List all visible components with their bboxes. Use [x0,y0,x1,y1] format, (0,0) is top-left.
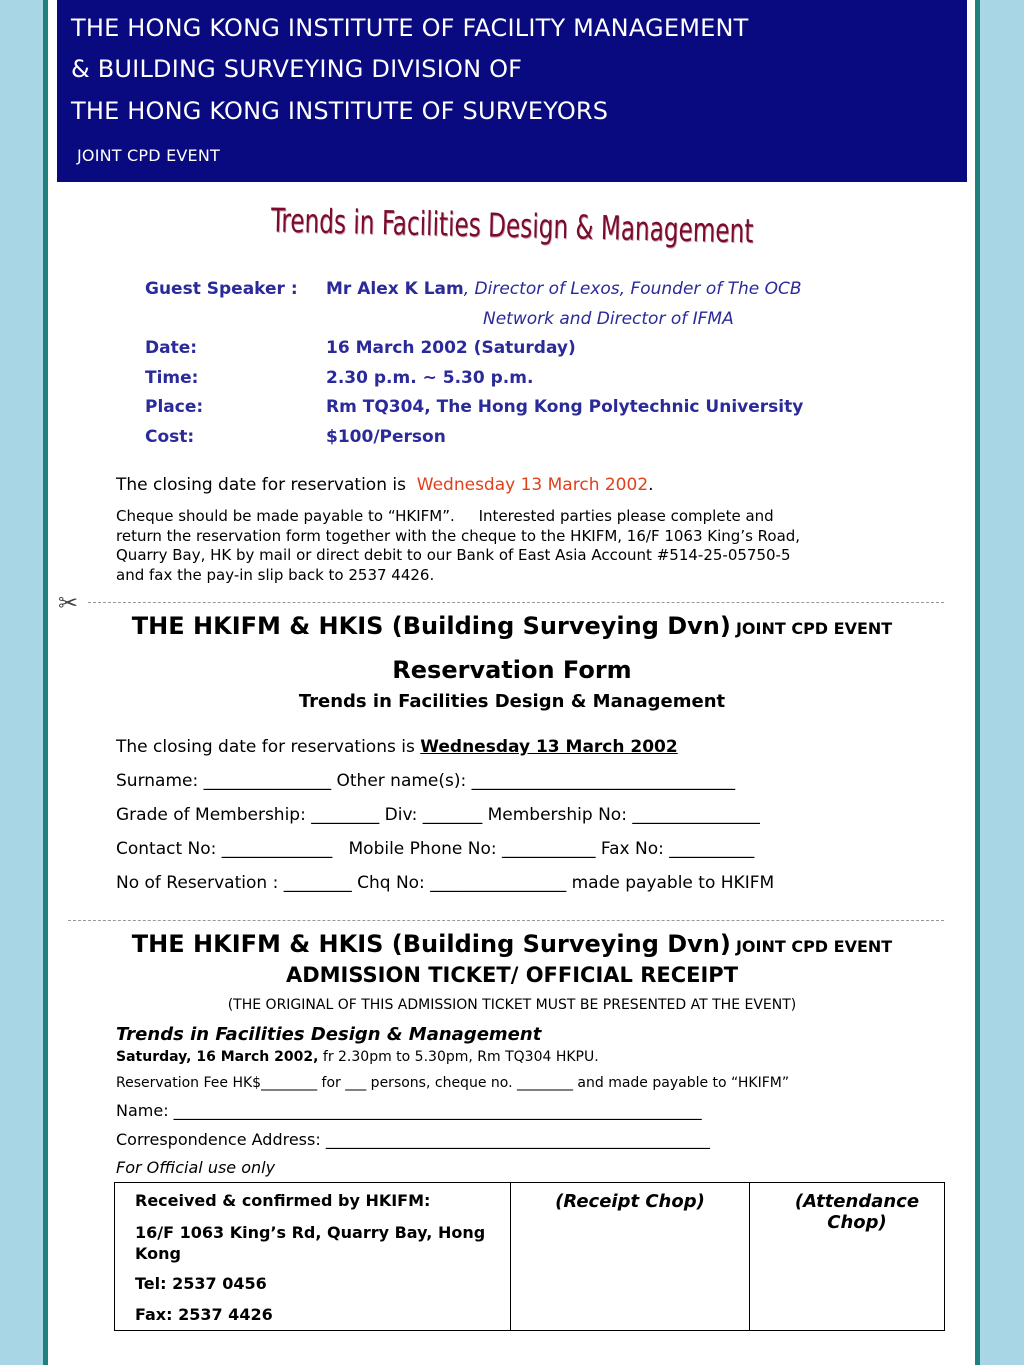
time-value: 2.30 p.m. ~ 5.30 p.m. [326,368,534,388]
receipt-chop-cell: (Receipt Chop) [511,1183,750,1331]
cheque-note: Cheque should be made payable to “HKIFM”. Interested parties please complete and return the reservation form together with the cheque to the HKIFM, 16/F 1063 King’s Road, Quarry Bay, HK by mail or direct debit to our Bank of East Asia Account #514-25-05750-5 and fax the pay-in slip back to 2537 4426. [116,507,801,584]
date-row [145,338,576,358]
attendance-chop-cell: (Attendance Chop) [750,1183,945,1331]
receipt-table [114,1182,945,1331]
speaker-row [145,279,802,299]
place-row [145,397,804,417]
contact-field[interactable]: Contact No: _____________ Mobile Phone No: ___________ Fax No: __________ [116,839,755,859]
time-label: Time: [145,368,199,388]
form-closing-line: The closing date for reservations is Wednesday 13 March 2002 [116,737,678,757]
header-line-1: THE HONG KONG INSTITUTE OF FACILITY MANAGEMENT [71,14,749,42]
speaker-role-line2: Network and Director of IFMA [483,309,734,329]
place-value: Rm TQ304, The Hong Kong Polytechnic University [326,397,804,417]
header-banner [57,0,967,182]
hkifm-fax: Fax: 2537 4426 [135,1305,273,1324]
speaker-role: , Director of Lexos, Founder of The OCB [463,279,802,299]
cut-line-2 [68,920,944,921]
form-org-title: THE HKIFM & HKIS (Building Surveying Dvn) JOINT CPD EVENT [131,612,893,640]
place-label: Place: [145,397,204,417]
official-use-label: For Official use only [116,1158,276,1177]
ticket-date-line: Saturday, 16 March 2002, fr 2.30pm to 5.30pm, Rm TQ304 HKPU. [116,1049,599,1065]
form-closing-date: Wednesday 13 March 2002 [420,737,678,757]
cost-label: Cost: [145,427,195,447]
speaker-name: Mr Alex K Lam [326,279,464,299]
ticket-title: ADMISSION TICKET/ OFFICIAL RECEIPT [285,963,739,987]
ticket-org-title: THE HKIFM & HKIS (Building Surveying Dvn) JOINT CPD EVENT [131,930,893,958]
fee-field[interactable]: Reservation Fee HK$________ for ___ persons, cheque no. ________ and made payable to “HKIFM” [116,1075,790,1091]
cost-value: $100/Person [326,427,446,447]
date-label: Date: [145,338,198,358]
header-line-4: JOINT CPD EVENT [77,146,220,165]
surname-field[interactable]: Surname: _______________ Other name(s): _______________________________ [116,771,736,791]
closing-date: Wednesday 13 March 2002 [416,475,649,495]
closing-date-line: The closing date for reservation is Wednesday 13 March 2002. [116,475,654,495]
hkifm-tel: Tel: 2537 0456 [135,1274,267,1293]
membership-field[interactable]: Grade of Membership: ________ Div: _______ Membership No: _______________ [116,805,760,825]
form-title: Reservation Form [392,656,632,684]
cut-line [88,602,944,603]
event-title: Trends in Facilities Design & Management [270,200,754,251]
form-subtitle: Trends in Facilities Design & Management [298,691,726,712]
scissors-icon: ✂ [58,589,79,617]
header-line-3: THE HONG KONG INSTITUTE OF SURVEYORS [71,97,609,125]
cost-row [145,427,446,447]
received-label: Received & confirmed by HKIFM: [135,1191,431,1210]
ticket-note: (THE ORIGINAL OF THIS ADMISSION TICKET MUST BE PRESENTED AT THE EVENT) [227,997,797,1013]
hkifm-address: 16/F 1063 King’s Rd, Quarry Bay, Hong Kong [135,1223,486,1263]
name-field[interactable]: Name: __________________________________________________________________ [116,1101,702,1120]
ticket-event-name: Trends in Facilities Design & Management [116,1024,542,1045]
speaker-label: Guest Speaker : [145,279,298,299]
address-field[interactable]: Correspondence Address: ________________________________________________ [116,1130,710,1149]
header-line-2: & BUILDING SURVEYING DIVISION OF [71,55,523,83]
time-row [145,368,534,388]
reservation-field[interactable]: No of Reservation : ________ Chq No: ________________ made payable to HKIFM [116,873,775,893]
date-value: 16 March 2002 (Saturday) [326,338,576,358]
receipt-info-cell [115,1183,511,1331]
